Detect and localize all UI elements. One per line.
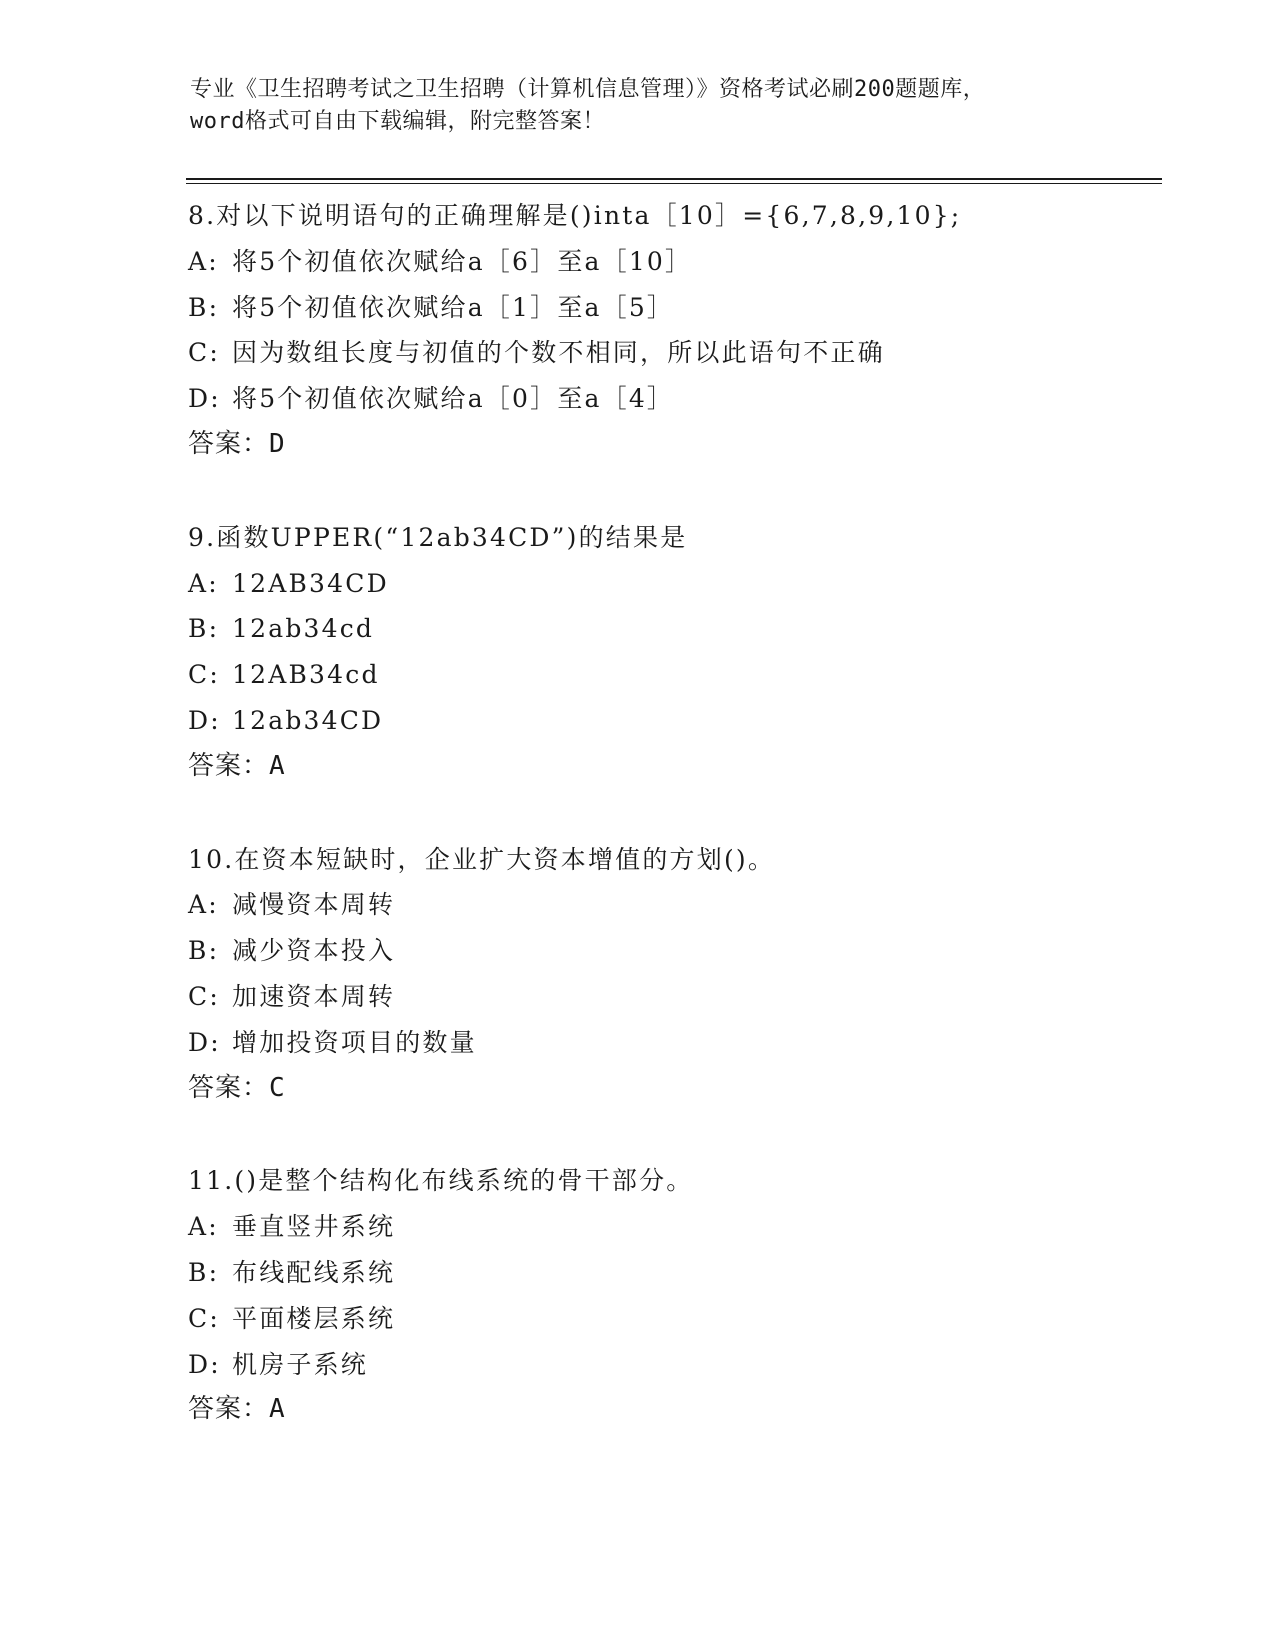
header-divider-thick: [186, 178, 1162, 180]
option-key: A:: [188, 1212, 219, 1242]
option-d: [188, 1342, 1168, 1388]
option-key: C:: [188, 1303, 220, 1333]
option-text: 将5个初值依次赋给a［6］至a［10］: [232, 246, 693, 276]
option-c: [188, 330, 1168, 376]
option-b: [188, 606, 1168, 652]
option-text: 12ab34cd: [232, 614, 375, 644]
header-divider-thin: [186, 183, 1162, 184]
option-key: D:: [188, 384, 221, 414]
question-block: [188, 1158, 1168, 1433]
answer-text: 答案：C: [188, 1072, 286, 1103]
option-d: [188, 698, 1168, 744]
question-text: 9.函数UPPER(“12ab34CD”)的结果是: [188, 522, 688, 552]
option-text: 12AB34cd: [232, 660, 380, 690]
option-key: B:: [188, 1257, 220, 1287]
option-c: [188, 1296, 1168, 1342]
option-text: 布线配线系统: [232, 1257, 396, 1287]
question-block: [188, 515, 1168, 790]
option-text: 减少资本投入: [232, 936, 396, 966]
option-key: C:: [188, 981, 220, 1011]
answer-text: 答案：A: [188, 1394, 286, 1425]
header-line-1: 专业《卫生招聘考试之卫生招聘（计算机信息管理）》资格考试必刷200题题库，: [190, 77, 986, 102]
option-text: 因为数组长度与初值的个数不相同，所以此语句不正确: [232, 338, 885, 368]
answer-text: 答案：D: [188, 428, 286, 459]
option-key: D:: [188, 1027, 221, 1057]
document-header: [190, 74, 1090, 138]
option-text: 平面楼层系统: [232, 1303, 396, 1333]
option-key: B:: [188, 292, 220, 322]
option-text: 增加投资项目的数量: [232, 1027, 477, 1057]
option-key: A:: [188, 246, 219, 276]
answer-text: 答案：A: [188, 750, 286, 781]
option-d: [188, 376, 1168, 422]
question-block: [188, 193, 1168, 468]
option-key: C:: [188, 660, 220, 690]
question-text: 10.在资本短缺时，企业扩大资本增值的方划()。: [188, 844, 776, 874]
option-text: 将5个初值依次赋给a［1］至a［5］: [232, 292, 675, 322]
option-b: [188, 928, 1168, 974]
option-b: [188, 1250, 1168, 1296]
option-a: [188, 561, 1168, 607]
option-text: 机房子系统: [232, 1349, 369, 1379]
option-key: A:: [188, 568, 219, 598]
option-text: 将5个初值依次赋给a［0］至a［4］: [232, 384, 675, 414]
option-text: 垂直竖井系统: [232, 1212, 396, 1242]
option-c: [188, 974, 1168, 1020]
option-c: [188, 652, 1168, 698]
question-list: [188, 193, 1168, 1480]
option-a: [188, 882, 1168, 928]
option-d: [188, 1020, 1168, 1066]
option-key: B:: [188, 936, 220, 966]
option-key: D:: [188, 705, 221, 735]
option-key: C:: [188, 338, 220, 368]
option-b: [188, 285, 1168, 331]
header-line-2: word格式可自由下载编辑，附完整答案！: [190, 109, 605, 134]
option-text: 12ab34CD: [232, 705, 384, 735]
question-text: 11.()是整个结构化布线系统的骨干部分。: [188, 1166, 694, 1196]
option-a: [188, 239, 1168, 285]
option-key: B:: [188, 614, 220, 644]
option-key: D:: [188, 1349, 221, 1379]
question-text: 8.对以下说明语句的正确理解是()inta［10］={6,7,8,9,10};: [188, 201, 962, 230]
option-key: A:: [188, 890, 219, 920]
option-text: 12AB34CD: [232, 568, 389, 598]
option-text: 减慢资本周转: [232, 890, 396, 920]
question-block: [188, 837, 1168, 1112]
option-a: [188, 1204, 1168, 1250]
option-text: 加速资本周转: [232, 981, 396, 1011]
